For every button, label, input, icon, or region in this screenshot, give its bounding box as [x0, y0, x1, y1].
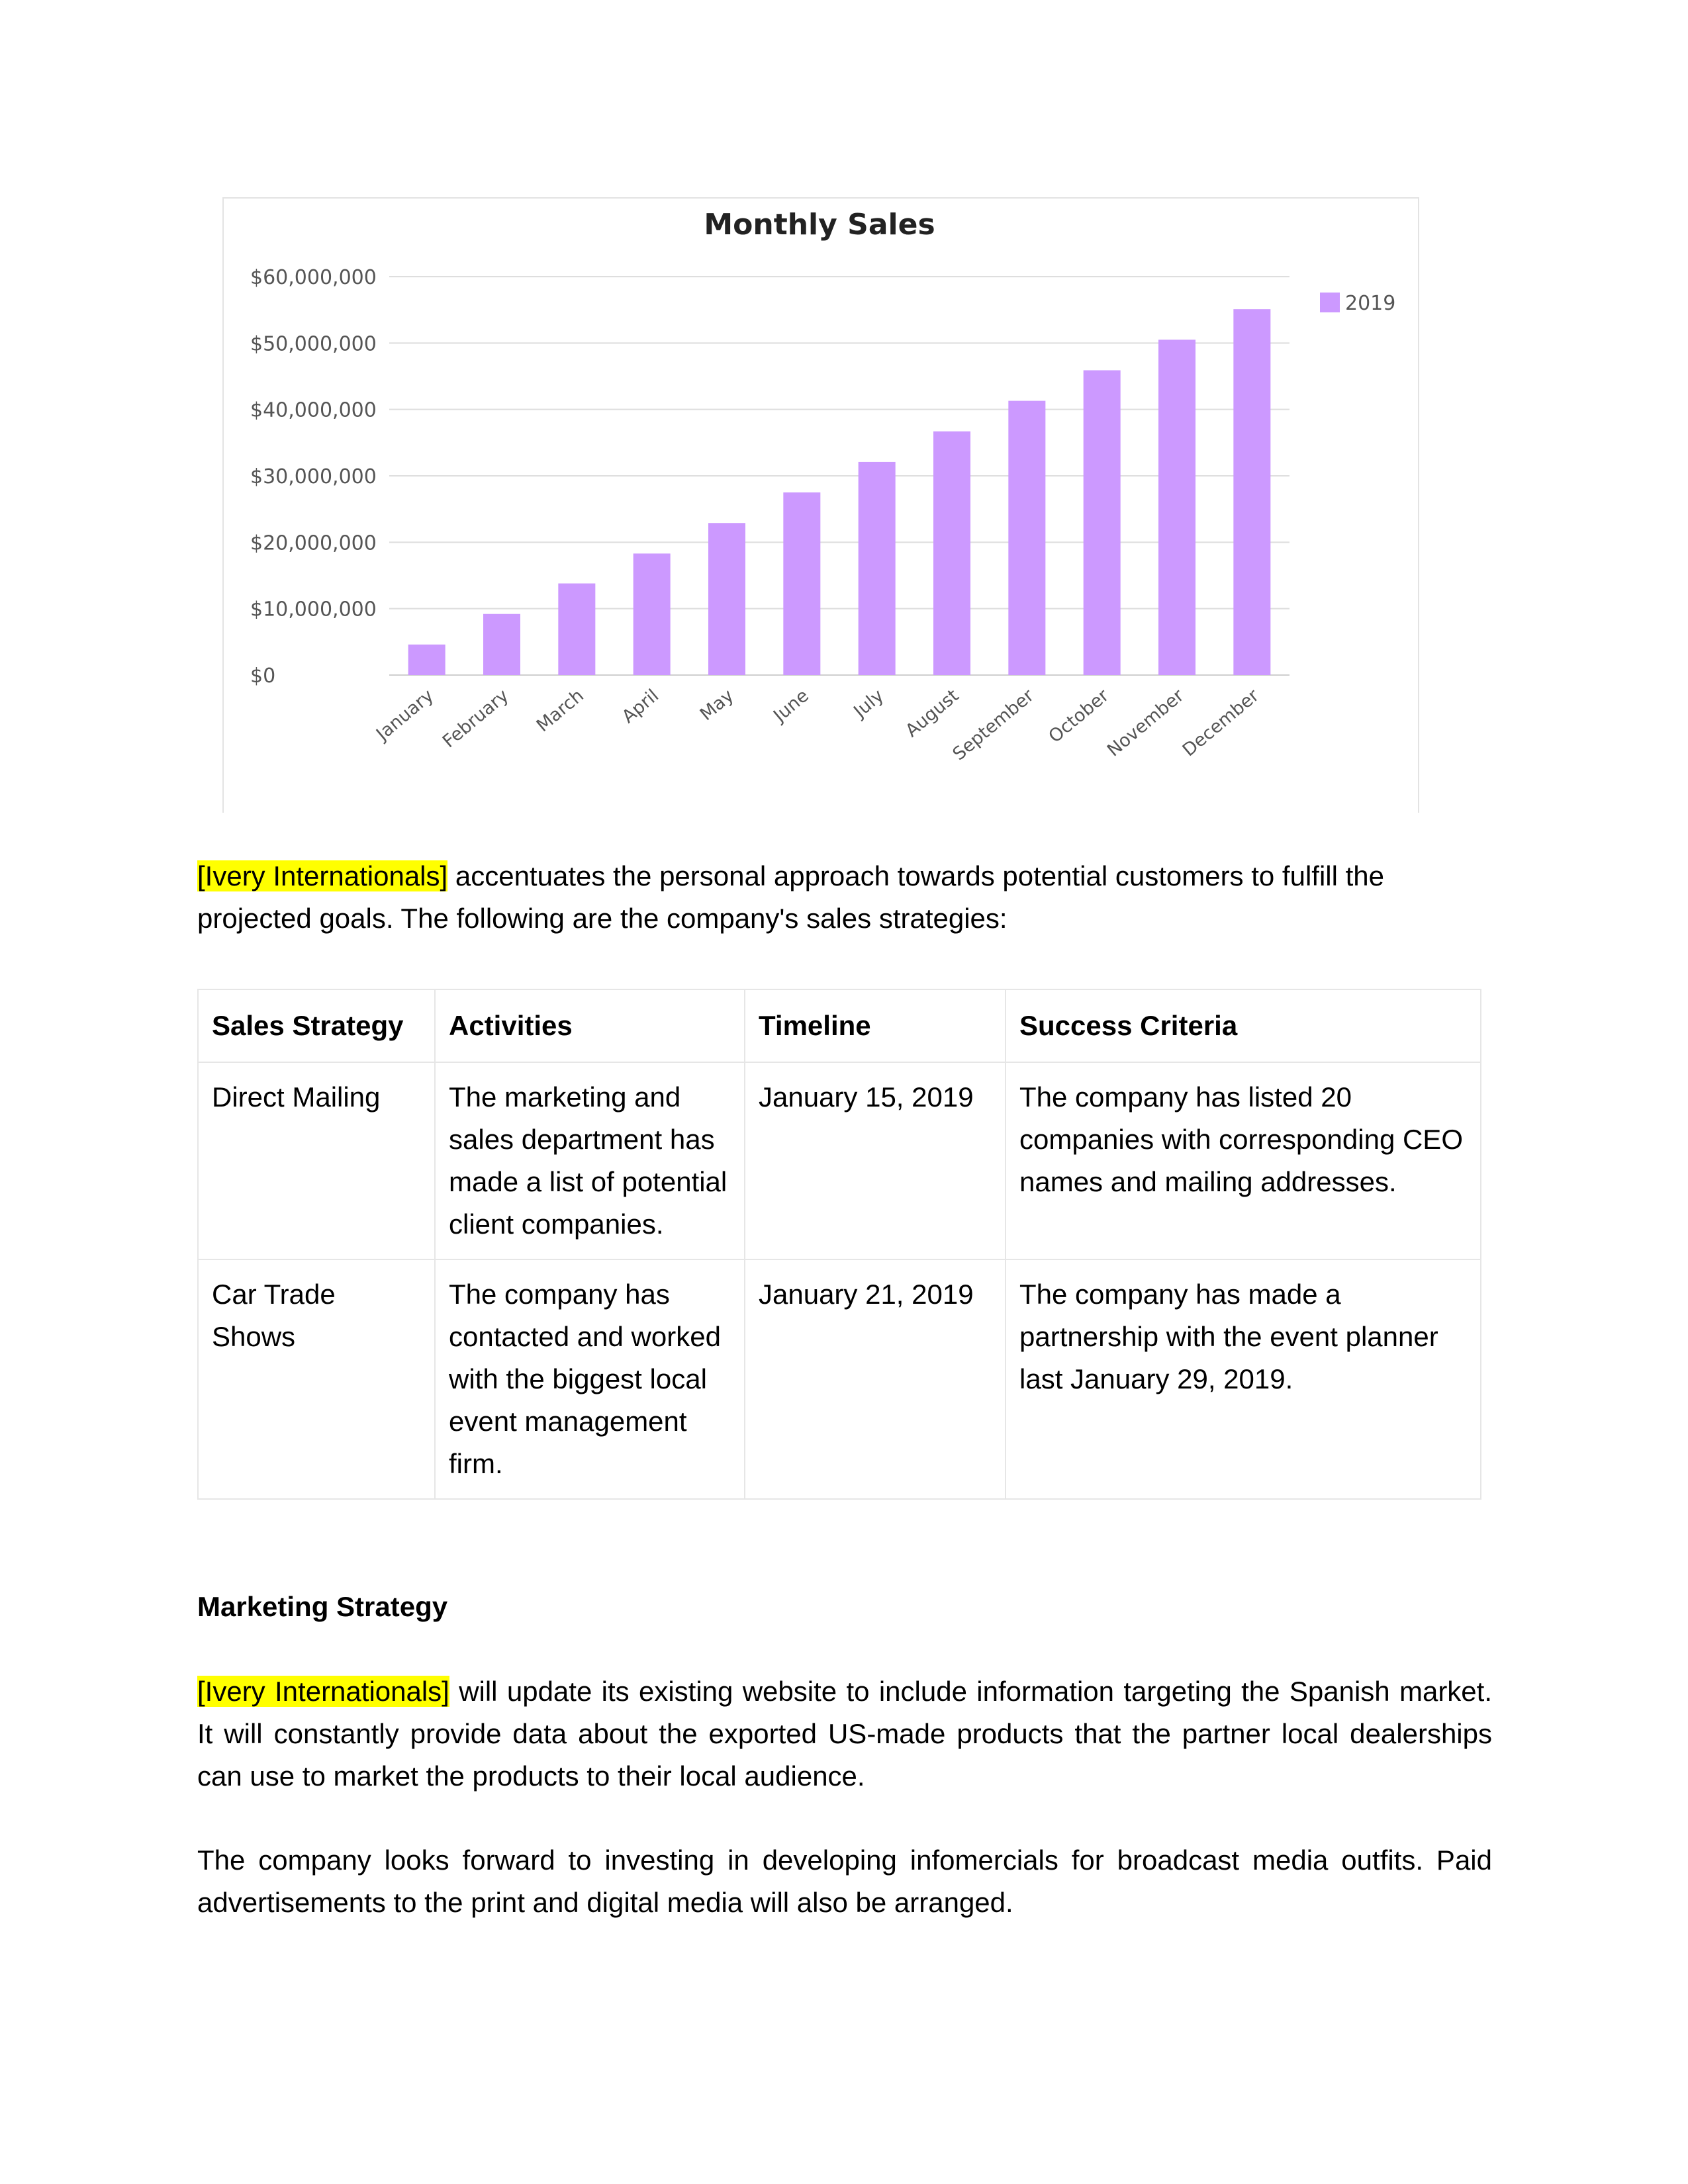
cell-timeline: January 21, 2019 — [745, 1259, 1006, 1499]
bar-april — [633, 553, 671, 675]
header-sales-strategy: Sales Strategy — [198, 989, 435, 1062]
legend-swatch — [1320, 293, 1340, 312]
intro-text: accentuates the personal approach towards potential customers to fulfill the projected goals. The following are the company's sales strategies: — [197, 860, 1385, 934]
monthly-sales-chart — [222, 197, 1419, 813]
x-tick-label: April — [618, 685, 663, 728]
bar-september — [1008, 401, 1045, 675]
marketing-strategy-heading: Marketing Strategy — [197, 1591, 448, 1622]
company-name-highlight: [Ivery Internationals] — [197, 860, 448, 891]
table-row — [198, 1062, 1481, 1259]
header-success-criteria: Success Criteria — [1006, 989, 1481, 1062]
x-tick-label: May — [696, 685, 738, 725]
x-tick-label: November — [1103, 685, 1188, 761]
cell-activities: The marketing and sales department has made a list of potential client companies. — [435, 1062, 745, 1259]
bar-may — [708, 523, 745, 675]
marketing-paragraph-1-text: will update its existing website to include information targeting the Spanish market. It will constantly provide data about the exported US-made products that the partner local dealerships can use to market the products to their local audience. — [197, 1676, 1493, 1792]
y-tick-label: $50,000,000 — [250, 332, 377, 356]
bar-june — [783, 492, 820, 675]
x-tick-label: February — [438, 685, 513, 752]
x-tick-label: October — [1045, 685, 1113, 747]
cell-strategy: Car Trade Shows — [198, 1259, 435, 1499]
x-tick-label: August — [902, 685, 963, 742]
marketing-paragraph-1 — [197, 1670, 1492, 1797]
x-tick-label: July — [850, 685, 888, 722]
y-tick-label: $30,000,000 — [250, 465, 377, 488]
header-timeline: Timeline — [745, 989, 1006, 1062]
y-tick-label: $10,000,000 — [250, 598, 377, 621]
bar-july — [859, 462, 896, 675]
y-tick-label: $20,000,000 — [250, 531, 377, 555]
y-tick-label: $0 — [250, 664, 276, 688]
bar-february — [483, 614, 520, 675]
x-tick-label: September — [949, 685, 1038, 765]
x-tick-label: January — [372, 685, 438, 745]
table-row — [198, 1259, 1481, 1499]
y-tick-label: $60,000,000 — [250, 266, 377, 289]
x-tick-label: March — [532, 685, 588, 737]
x-tick-label: December — [1178, 685, 1263, 761]
bar-january — [408, 645, 445, 675]
bar-october — [1084, 370, 1121, 675]
sales-strategy-table — [197, 989, 1481, 1500]
bar-august — [933, 432, 970, 675]
cell-timeline: January 15, 2019 — [745, 1062, 1006, 1259]
chart-legend — [1320, 292, 1395, 315]
x-tick-label: June — [769, 685, 813, 727]
bar-december — [1233, 309, 1270, 675]
cell-activities: The company has contacted and worked with the biggest local event management firm. — [435, 1259, 745, 1499]
marketing-paragraph-2: The company looks forward to investing in developing infomercials for broadcast media outfits. Paid advertisements to the print and digital media will also be arranged. — [197, 1844, 1492, 1918]
cell-success-criteria: The company has listed 20 companies with corresponding CEO names and mailing addresses. — [1006, 1062, 1481, 1259]
legend-label: 2019 — [1345, 292, 1396, 315]
cell-success-criteria: The company has made a partnership with the event planner last January 29, 2019. — [1006, 1259, 1481, 1499]
chart-canvas — [224, 199, 1421, 814]
header-activities: Activities — [435, 989, 745, 1062]
bar-november — [1158, 340, 1196, 675]
cell-strategy: Direct Mailing — [198, 1062, 435, 1259]
bar-march — [558, 584, 595, 675]
chart-title: Monthly Sales — [704, 208, 935, 242]
intro-paragraph — [197, 855, 1492, 940]
y-tick-label: $40,000,000 — [250, 398, 377, 422]
table-header-row — [198, 989, 1481, 1062]
company-name-highlight: [Ivery Internationals] — [197, 1676, 449, 1707]
